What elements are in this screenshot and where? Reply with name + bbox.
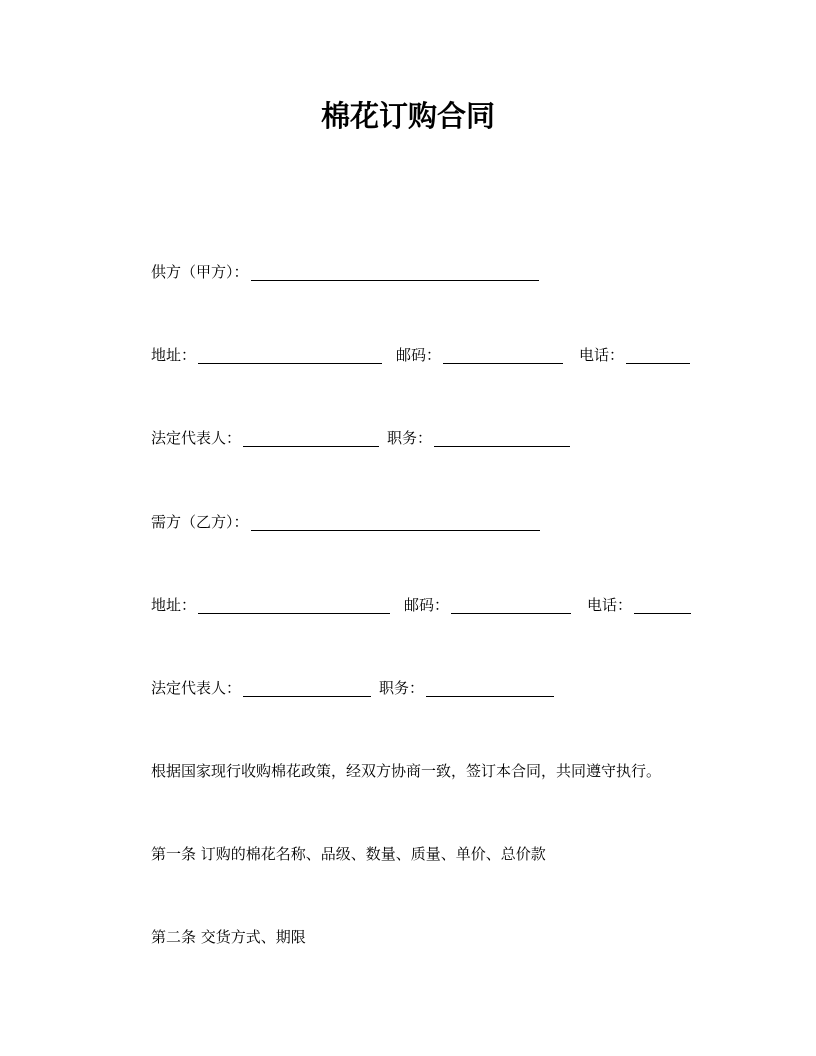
supplier-party-label: 供方（甲方）： <box>151 263 249 281</box>
supplier-address-blank[interactable] <box>198 345 382 364</box>
buyer-phone-blank[interactable] <box>634 595 691 614</box>
supplier-address-label: 地址： <box>151 346 197 364</box>
supplier-legal-rep-line <box>151 426 570 450</box>
buyer-address-blank[interactable] <box>198 595 390 614</box>
buyer-legal-rep-line <box>151 676 554 700</box>
supplier-phone-blank[interactable] <box>626 345 690 364</box>
supplier-legal-rep-label: 法定代表人： <box>151 429 242 447</box>
preamble-text: 根据国家现行收购棉花政策，经双方协商一致，签订本合同，共同遵守执行。 <box>151 762 662 780</box>
buyer-postcode-blank[interactable] <box>451 595 571 614</box>
buyer-party-line <box>151 510 540 534</box>
article-2-heading: 第二条 交货方式、期限 <box>151 928 306 946</box>
buyer-phone-label: 电话： <box>587 596 633 614</box>
buyer-position-blank[interactable] <box>426 678 554 697</box>
supplier-position-blank[interactable] <box>434 428 570 447</box>
supplier-legal-rep-blank[interactable] <box>243 428 379 447</box>
supplier-position-label: 职务： <box>387 429 433 447</box>
buyer-party-label: 需方（乙方）： <box>151 513 249 531</box>
supplier-party-line <box>151 260 539 284</box>
article-1-heading: 第一条 订购的棉花名称、品级、数量、质量、单价、总价款 <box>151 845 546 863</box>
buyer-position-label: 职务： <box>379 679 425 697</box>
buyer-legal-rep-blank[interactable] <box>243 678 371 697</box>
document-title: 棉花订购合同 <box>320 99 495 133</box>
supplier-phone-label: 电话： <box>579 346 625 364</box>
buyer-address-label: 地址： <box>151 596 197 614</box>
supplier-postcode-blank[interactable] <box>443 345 563 364</box>
supplier-postcode-label: 邮码： <box>396 346 442 364</box>
buyer-postcode-label: 邮码： <box>404 596 450 614</box>
supplier-name-blank[interactable] <box>251 262 539 281</box>
buyer-address-line <box>151 593 691 617</box>
supplier-address-line <box>151 343 690 367</box>
buyer-legal-rep-label: 法定代表人： <box>151 679 242 697</box>
buyer-name-blank[interactable] <box>251 512 540 531</box>
